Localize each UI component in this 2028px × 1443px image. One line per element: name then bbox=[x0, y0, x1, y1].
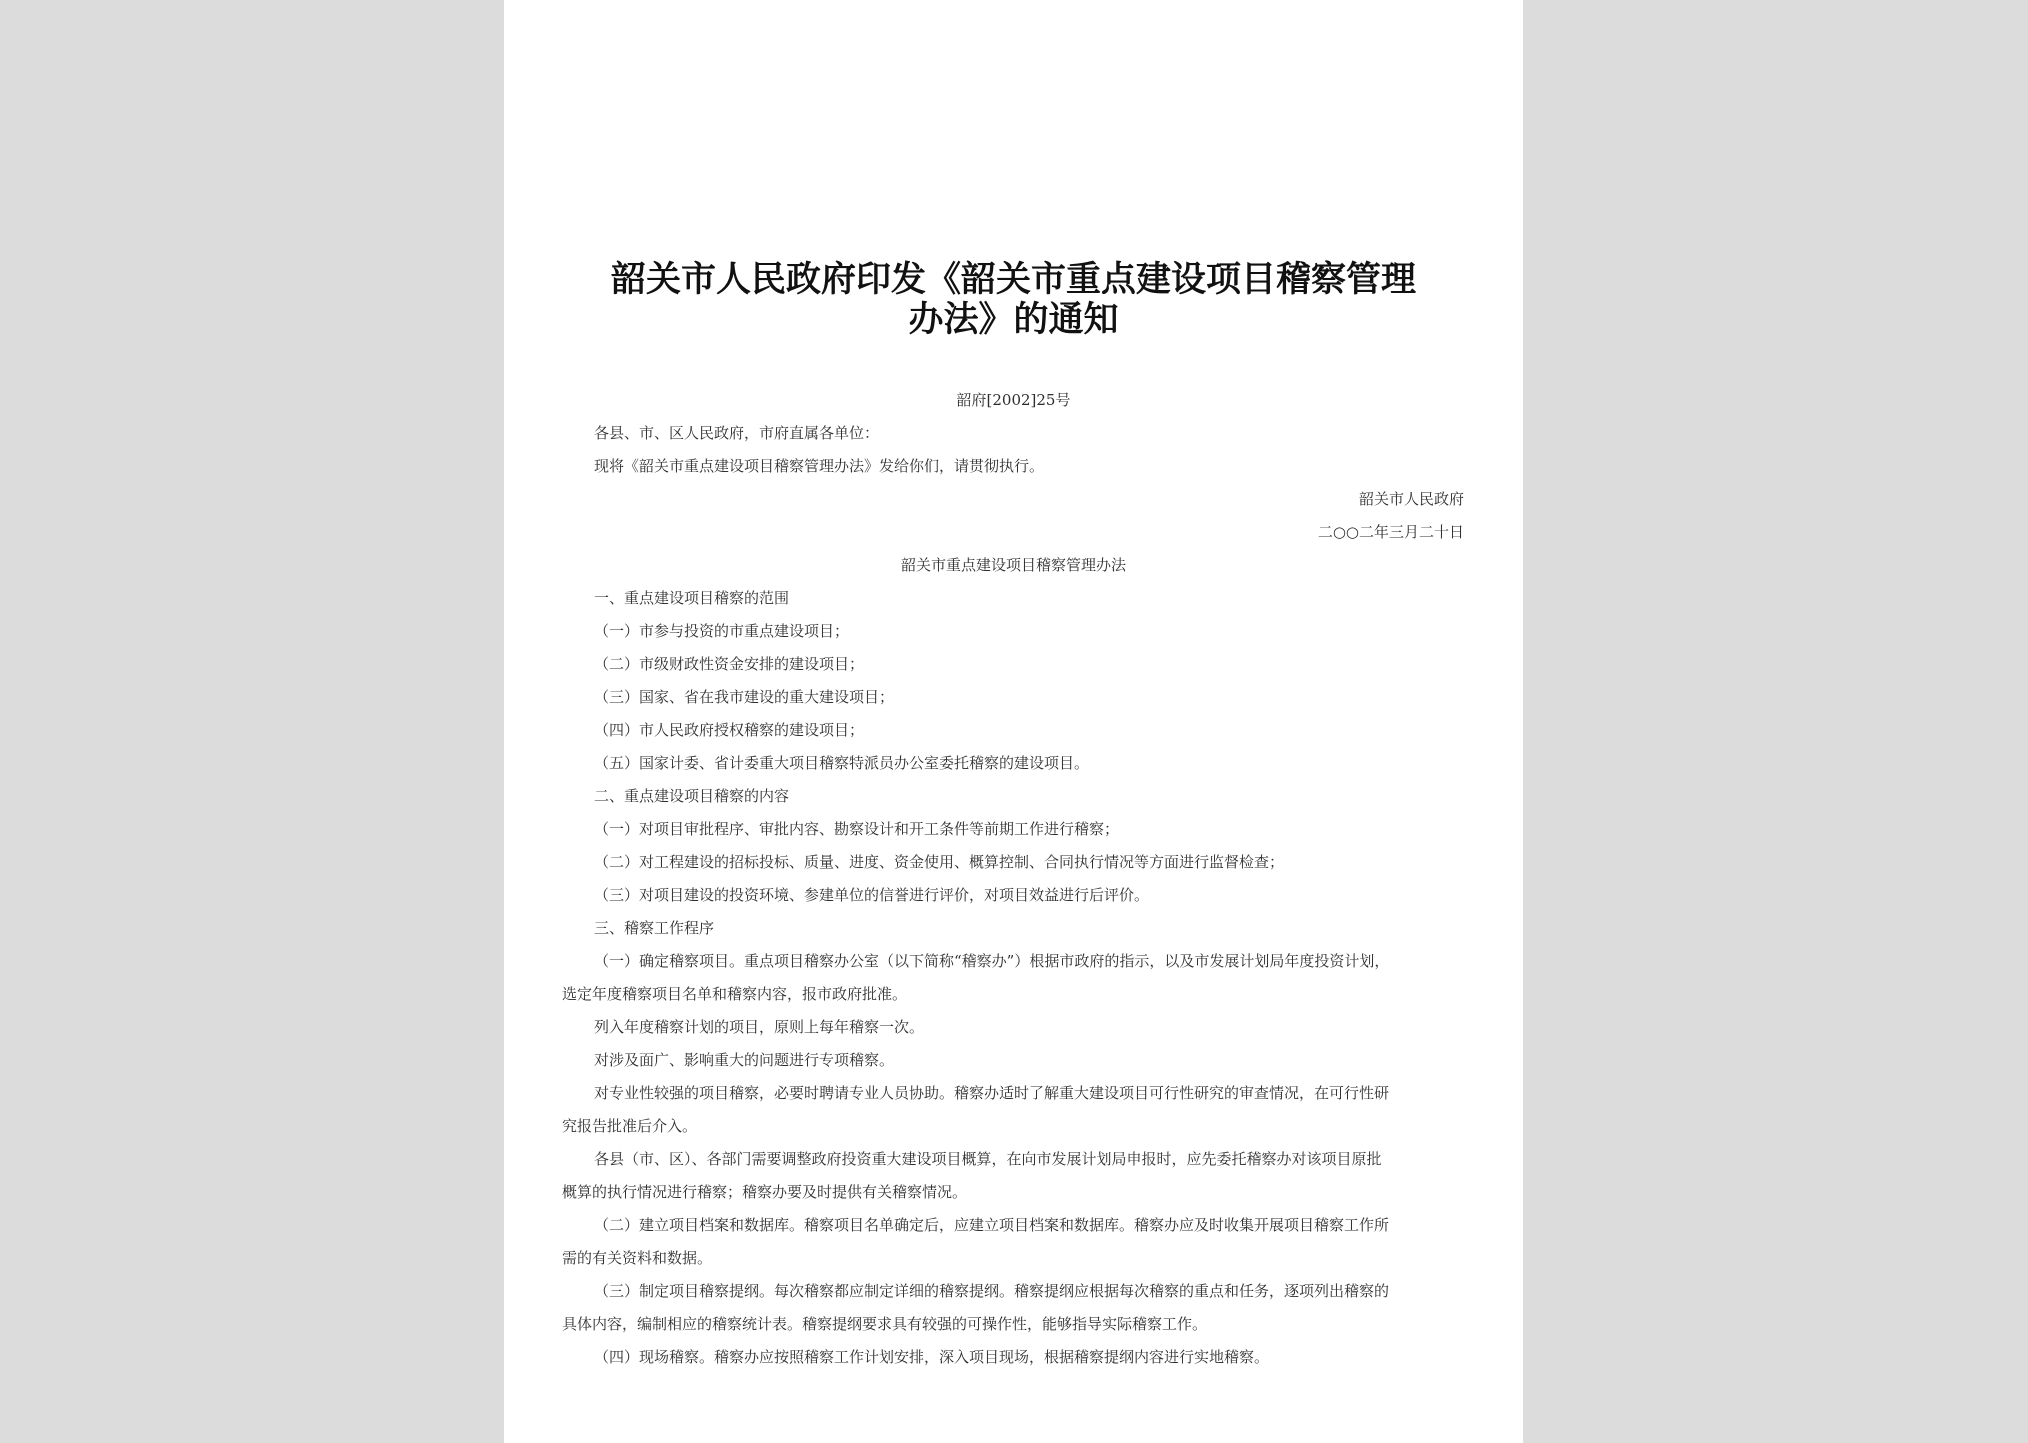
body-line: （三）制定项目稽察提纲。每次稽察都应制定详细的稽察提纲。稽察提纲应根据每次稽察的重点和任务，逐项列出稽察的 bbox=[594, 1282, 1390, 1300]
body-line: 列入年度稽察计划的项目，原则上每年稽察一次。 bbox=[594, 1018, 925, 1036]
measures-title: 韶关市重点建设项目稽察管理办法 bbox=[900, 556, 1126, 574]
section-heading: 一、重点建设项目稽察的范围 bbox=[594, 589, 790, 607]
document-page bbox=[504, 0, 1523, 1443]
section-heading: 二、重点建设项目稽察的内容 bbox=[594, 787, 790, 805]
body-line: （四）现场稽察。稽察办应按照稽察工作计划安排，深入项目现场，根据稽察提纲内容进行实地稽察。 bbox=[594, 1348, 1270, 1366]
body-line: （三）对项目建设的投资环境、参建单位的信誉进行评价，对项目效益进行后评价。 bbox=[594, 886, 1150, 904]
title-line-2: 办法》的通知 bbox=[908, 300, 1119, 340]
body-line: （一）市参与投资的市重点建设项目； bbox=[594, 622, 850, 640]
body-line: 需的有关资料和数据。 bbox=[562, 1249, 713, 1267]
body-line: （四）市人民政府授权稽察的建设项目； bbox=[594, 721, 865, 739]
body-line: 对涉及面广、影响重大的问题进行专项稽察。 bbox=[594, 1051, 895, 1069]
body-line: （一）确定稽察项目。重点项目稽察办公室（以下简称“稽察办”）根据市政府的指示，以及市发展计划局年度投资计划， bbox=[594, 952, 1390, 970]
document-title bbox=[504, 260, 1523, 340]
document-number: 韶府[2002]25号 bbox=[956, 391, 1071, 409]
body-line: 各县（市、区）、各部门需要调整政府投资重大建设项目概算，在向市发展计划局申报时，应先委托稽察办对该项目原批 bbox=[594, 1150, 1382, 1168]
section-heading: 三、稽察工作程序 bbox=[594, 919, 715, 937]
body-line: （二）对工程建设的招标投标、质量、进度、资金使用、概算控制、合同执行情况等方面进行监督检查； bbox=[594, 853, 1285, 871]
title-line-1: 韶关市人民政府印发《韶关市重点建设项目稽察管理 bbox=[610, 260, 1416, 300]
body-line: 概算的执行情况进行稽察；稽察办要及时提供有关稽察情况。 bbox=[562, 1183, 968, 1201]
body-line: （二）建立项目档案和数据库。稽察项目名单确定后，应建立项目档案和数据库。稽察办应及时收集开展项目稽察工作所 bbox=[594, 1216, 1390, 1234]
body-line: （一）对项目审批程序、审批内容、勘察设计和开工条件等前期工作进行稽察； bbox=[594, 820, 1120, 838]
issuer-signature: 韶关市人民政府 bbox=[1358, 490, 1464, 508]
body-line: （二）市级财政性资金安排的建设项目； bbox=[594, 655, 865, 673]
body-line: （三）国家、省在我市建设的重大建设项目； bbox=[594, 688, 895, 706]
body-line: 具体内容，编制相应的稽察统计表。稽察提纲要求具有较强的可操作性，能够指导实际稽察工作。 bbox=[562, 1315, 1208, 1333]
intro-paragraph: 现将《韶关市重点建设项目稽察管理办法》发给你们，请贯彻执行。 bbox=[594, 457, 1045, 475]
issue-date: 二○○二年三月二十日 bbox=[1317, 523, 1464, 541]
body-line: 究报告批准后介入。 bbox=[562, 1117, 698, 1135]
salutation: 各县、市、区人民政府，市府直属各单位： bbox=[594, 424, 880, 442]
body-line: （五）国家计委、省计委重大项目稽察特派员办公室委托稽察的建设项目。 bbox=[594, 754, 1090, 772]
body-line: 对专业性较强的项目稽察，必要时聘请专业人员协助。稽察办适时了解重大建设项目可行性研究的审查情况，在可行性研 bbox=[594, 1084, 1390, 1102]
body-line: 选定年度稽察项目名单和稽察内容，报市政府批准。 bbox=[562, 985, 908, 1003]
